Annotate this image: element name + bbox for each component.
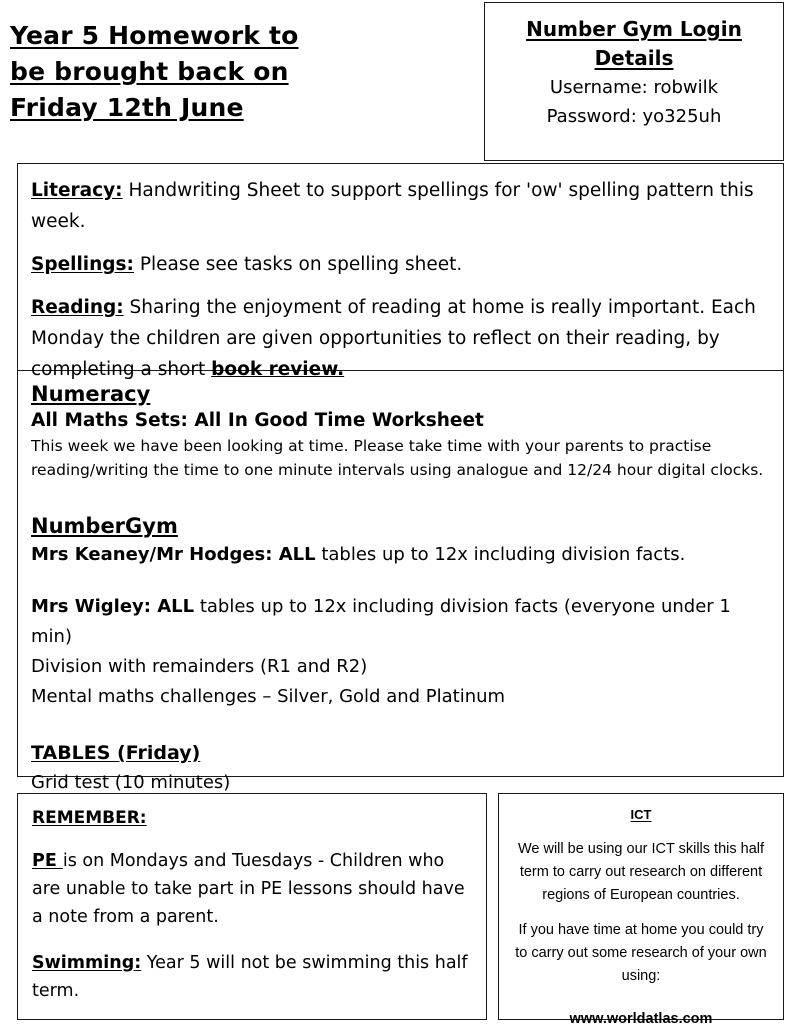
numeracy-section [18, 371, 783, 807]
login-password-label: Password: [546, 106, 637, 127]
page-title-line-3: Friday 12th June [10, 93, 244, 122]
pe-label: PE [32, 851, 63, 871]
reading-text: Sharing the enjoyment of reading at home is really important. Each Monday the children are given opportunities to reflect on their reading, by completing a short [31, 297, 756, 380]
header-row [0, 0, 794, 163]
remember-swimming-item [32, 949, 472, 1005]
worldatlas-link[interactable]: www.worldatlas.com [569, 1011, 713, 1024]
remember-box [17, 793, 487, 1020]
page-title [10, 18, 470, 126]
pe-text: is on Mondays and Tuesdays - Children who are unable to take part in PE lessons should have a note from a parent. [32, 851, 465, 927]
literacy-section [18, 164, 783, 380]
login-password-value: yo325uh [642, 106, 722, 127]
login-password-row [485, 102, 783, 131]
maths-sets-label: All Maths Sets: [31, 410, 188, 431]
ict-paragraph-1: We will be using our ICT skills this half term to carry out research on different regions of European countries. [517, 841, 765, 903]
numbergym-heading: NumberGym [31, 514, 178, 538]
tables-heading: TABLES (Friday) [31, 742, 201, 764]
page-title-line-1: Year 5 Homework to [10, 21, 299, 50]
ict-heading: ICT [630, 807, 652, 822]
tables-body-text: Grid test (10 minutes) [31, 772, 231, 793]
login-username-row [485, 73, 783, 102]
login-box-title-line-1: Number Gym Login [526, 17, 742, 41]
spellings-label: Spellings: [31, 254, 134, 275]
swimming-label: Swimming: [32, 952, 142, 973]
number-gym-login-box [484, 2, 784, 161]
main-content-block [17, 163, 784, 793]
numbergym-teacher-line-2 [31, 592, 770, 652]
remember-pe-item [32, 847, 472, 931]
numeracy-heading: Numeracy [31, 382, 151, 406]
spellings-item [31, 249, 770, 280]
teacher-group-1-label: Mrs Keaney/Mr Hodges: ALL [31, 544, 316, 565]
reading-item [31, 292, 770, 385]
spacer [31, 570, 770, 592]
numbergym-teacher-line-1 [31, 540, 770, 570]
reading-label: Reading: [31, 297, 124, 318]
spellings-text: Please see tasks on spelling sheet. [133, 254, 463, 275]
login-username-value: robwilk [653, 77, 719, 98]
ict-box [498, 793, 784, 1024]
teacher-group-2-label: Mrs Wigley: ALL [31, 596, 195, 617]
swimming-text: Year 5 will not be swimming this half term. [32, 952, 468, 1001]
numbergym-teacher-line-4: Mental maths challenges – Silver, Gold and Platinum [31, 686, 506, 707]
page-title-line-2: be brought back on [10, 57, 289, 86]
numbergym-teacher-line-3: Division with remainders (R1 and R2) [31, 656, 368, 677]
book-review-emphasis: book review. [211, 359, 345, 380]
remember-heading: REMEMBER: [32, 808, 147, 828]
login-box-title-line-2: Details [594, 46, 674, 70]
teacher-group-2-text: tables up to 12x including division facts (everyone under 1 min) [31, 596, 731, 647]
maths-sets-line [31, 408, 770, 434]
literacy-label: Literacy: [31, 180, 123, 201]
teacher-group-1-text: tables up to 12x including division facts. [315, 544, 686, 565]
literacy-text: Handwriting Sheet to support spellings for 'ow' spelling pattern this week. [31, 180, 754, 232]
ict-paragraph-2: If you have time at home you could try to carry out some research of your own using: [515, 922, 767, 984]
login-username-label: Username: [549, 77, 648, 98]
literacy-item [31, 175, 770, 237]
numeracy-body-text: This week we have been looking at time. Please take time with your parents to practise reading/writing the time to one minute intervals using analogue and 12/24 hour digital clocks. [31, 437, 764, 479]
maths-sets-value: All In Good Time Worksheet [187, 410, 484, 431]
